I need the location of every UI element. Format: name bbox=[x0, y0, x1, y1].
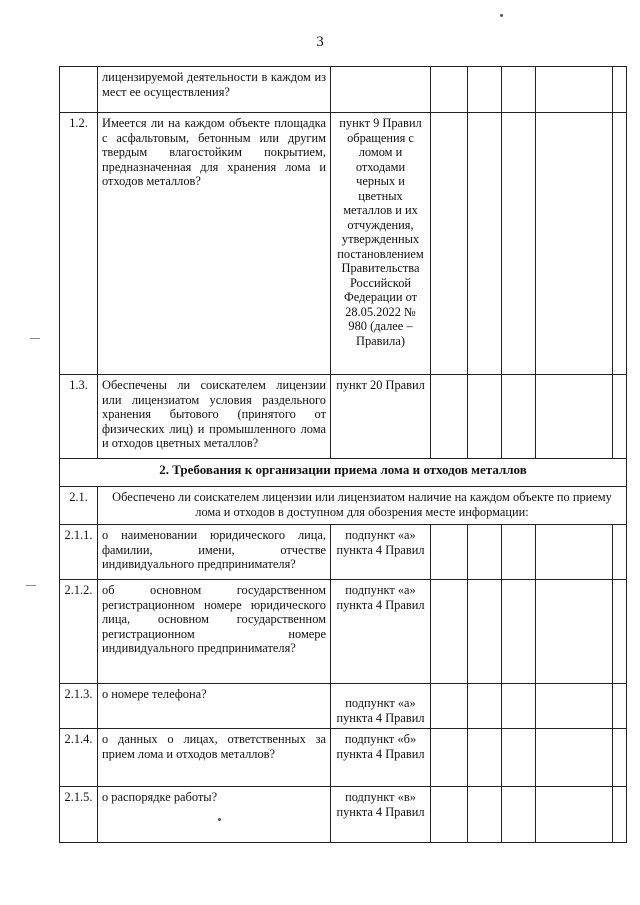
answer-cell bbox=[502, 684, 536, 729]
answer-cell bbox=[431, 375, 468, 459]
table-row bbox=[60, 580, 627, 684]
subheading-row bbox=[60, 487, 627, 525]
row-reference: подпункт «а» пункта 4 Правил bbox=[331, 525, 431, 580]
answer-cell bbox=[536, 525, 613, 580]
answer-cell bbox=[613, 580, 627, 684]
answer-cell bbox=[431, 787, 468, 843]
row-number: 2.1.4. bbox=[60, 729, 98, 787]
scan-speck bbox=[500, 14, 503, 17]
row-reference bbox=[331, 67, 431, 113]
answer-cell bbox=[468, 375, 502, 459]
answer-cell bbox=[468, 113, 502, 375]
checklist-table bbox=[59, 66, 627, 843]
answer-cell bbox=[431, 729, 468, 787]
row-reference: подпункт «в» пункта 4 Правил bbox=[331, 787, 431, 843]
answer-cell bbox=[613, 525, 627, 580]
answer-cell bbox=[468, 525, 502, 580]
answer-cell bbox=[502, 729, 536, 787]
answer-cell bbox=[536, 113, 613, 375]
answer-cell bbox=[613, 375, 627, 459]
answer-cell bbox=[613, 787, 627, 843]
answer-cell bbox=[613, 684, 627, 729]
row-number: 2.1.1. bbox=[60, 525, 98, 580]
table-row bbox=[60, 375, 627, 459]
answer-cell bbox=[536, 67, 613, 113]
row-reference: пункт 9 Правил обращения с ломом и отходами черных и цветных металлов и их отчуждения, утвержденных постановлением Правительства Российской Федерации от 28.05.2022 № 980 (далее – Правила) bbox=[331, 113, 431, 375]
row-question: лицензируемой деятельности в каждом из мест ее осуществления? bbox=[98, 67, 331, 113]
row-number: 1.3. bbox=[60, 375, 98, 459]
answer-cell bbox=[536, 787, 613, 843]
row-number: 1.2. bbox=[60, 113, 98, 375]
answer-cell bbox=[536, 684, 613, 729]
answer-cell bbox=[431, 113, 468, 375]
answer-cell bbox=[536, 580, 613, 684]
answer-cell bbox=[431, 525, 468, 580]
answer-cell bbox=[502, 113, 536, 375]
row-question: Обеспечены ли соискателем лицензии или лицензиатом условия раздельного хранения бытового (принятого от физических лиц) и промышленного лома и отходов цветных металлов? bbox=[98, 375, 331, 459]
row-question: Имеется ли на каждом объекте площадка с асфальтовым, бетонным или другим твердым влагостойким покрытием, предназначенная для хранения лома и отходов металлов? bbox=[98, 113, 331, 375]
answer-cell bbox=[536, 729, 613, 787]
answer-cell bbox=[431, 67, 468, 113]
scan-speck bbox=[218, 818, 221, 821]
table-row bbox=[60, 67, 627, 113]
answer-cell bbox=[613, 729, 627, 787]
table-row bbox=[60, 729, 627, 787]
row-question: о данных о лицах, ответственных за прием лома и отходов металлов? bbox=[98, 729, 331, 787]
answer-cell bbox=[502, 375, 536, 459]
row-question: о наименовании юридического лица, фамилии, имени, отчестве индивидуального предпринимателя? bbox=[98, 525, 331, 580]
subheading-text: Обеспечено ли соискателем лицензии или лицензиатом наличие на каждом объекте по приему лома и отходов в доступном для обозрения месте информации: bbox=[98, 487, 627, 525]
answer-cell bbox=[502, 787, 536, 843]
row-question: о распорядке работы? bbox=[98, 787, 331, 843]
row-number: 2.1.2. bbox=[60, 580, 98, 684]
answer-cell bbox=[468, 787, 502, 843]
row-reference: подпункт «б» пункта 4 Правил bbox=[331, 729, 431, 787]
answer-cell bbox=[502, 525, 536, 580]
table-row bbox=[60, 684, 627, 729]
row-number bbox=[60, 67, 98, 113]
answer-cell bbox=[613, 67, 627, 113]
answer-cell bbox=[431, 580, 468, 684]
row-reference: пункт 20 Правил bbox=[331, 375, 431, 459]
row-number: 2.1. bbox=[60, 487, 98, 525]
page-number: 3 bbox=[316, 34, 324, 50]
answer-cell bbox=[502, 67, 536, 113]
answer-cell bbox=[468, 729, 502, 787]
answer-cell bbox=[613, 113, 627, 375]
row-question: о номере телефона? bbox=[98, 684, 331, 729]
answer-cell bbox=[536, 375, 613, 459]
section-title: 2. Требования к организации приема лома и отходов металлов bbox=[60, 459, 627, 487]
answer-cell bbox=[468, 67, 502, 113]
scan-mark bbox=[26, 585, 36, 586]
answer-cell bbox=[468, 684, 502, 729]
scan-mark bbox=[30, 338, 40, 339]
table-row bbox=[60, 113, 627, 375]
row-reference: подпункт «а» пункта 4 Правил bbox=[331, 580, 431, 684]
row-question: об основном государственном регистрационном номере юридического лица, основном государственном регистрационном номере индивидуального предпринимателя? bbox=[98, 580, 331, 684]
table-row bbox=[60, 787, 627, 843]
row-reference: подпункт «а» пункта 4 Правил bbox=[331, 684, 431, 729]
row-number: 2.1.3. bbox=[60, 684, 98, 729]
answer-cell bbox=[431, 684, 468, 729]
answer-cell bbox=[468, 580, 502, 684]
section-row bbox=[60, 459, 627, 487]
row-number: 2.1.5. bbox=[60, 787, 98, 843]
table-row bbox=[60, 525, 627, 580]
answer-cell bbox=[502, 580, 536, 684]
